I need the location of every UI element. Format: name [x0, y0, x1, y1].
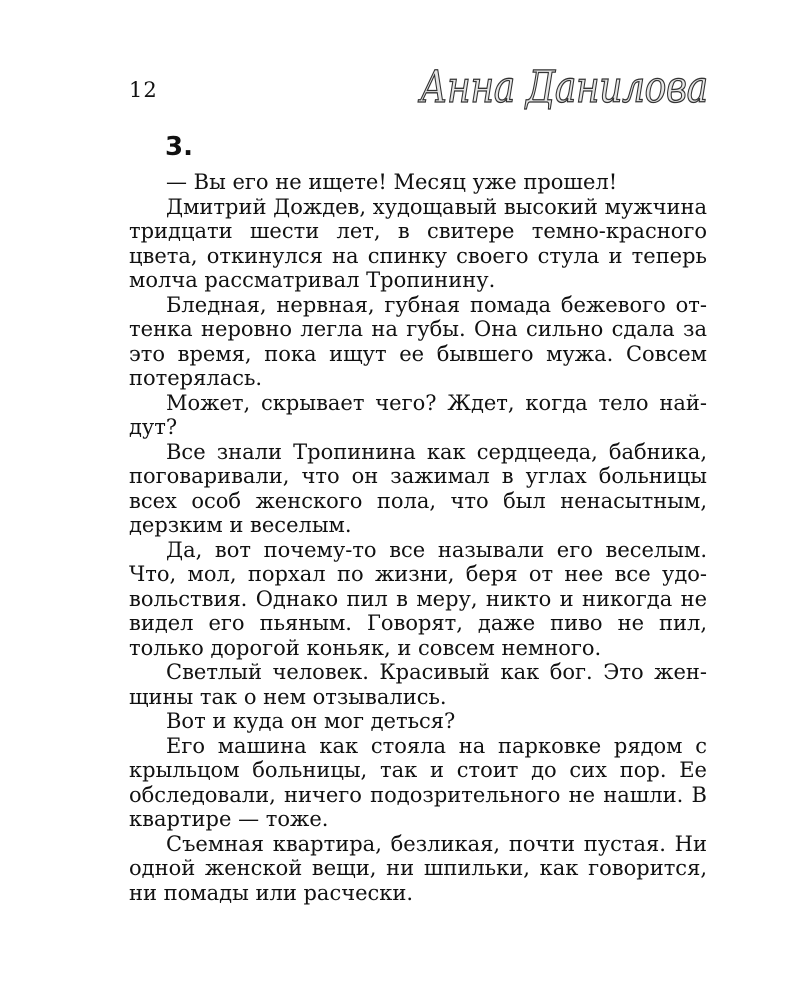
- paragraph: Вот и куда он мог деться?: [166, 709, 456, 733]
- paragraph: Съемная квартира, безликая, почти пустая. Ни одной женской вещи, ни шпильки, как говорится, ни помады или расчески.: [129, 831, 707, 905]
- paragraph: — Вы его не ищете! Месяц уже прошел!: [166, 170, 618, 194]
- paragraph: Светлый человек. Красивый как бог. Это женщины так о нем отзывались.: [129, 660, 707, 709]
- body-text: [129, 170, 707, 905]
- paragraph: Бледная, нервная, губная помада бежевого оттенка неровно легла на губы. Она сильно сдала за это время, пока ищут ее бывшего мужа. Совсем потерялась.: [129, 292, 707, 390]
- paragraph: Дмитрий Дождев, худощавый высокий мужчина тридцати шести лет, в свитере темно-красного цвета, откинулся на спинку своего стула и теперь молча рассматривал Тропинину.: [129, 194, 707, 292]
- paragraph: Его машина как стояла на парковке рядом с крыльцом больницы, так и стоит до сих пор. Ее обследовали, ничего подозрительного не нашли. В квартире — тоже.: [129, 733, 707, 831]
- paragraph: Все знали Тропинина как сердцееда, бабника, поговаривали, что он зажимал в углах больницы всех особ женского пола, что был ненасытным, дерзким и веселым.: [129, 439, 707, 537]
- paragraph: Может, скрывает чего? Ждет, когда тело найдут?: [129, 390, 707, 439]
- page-number: 12: [129, 78, 158, 102]
- paragraph: Да, вот почему-то все называли его веселым. Что, мол, порхал по жизни, беря от нее все удовольствия. Однако пил в меру, никто и никогда не видел его пьяным. Говорят, даже пиво не пил, только дорогой коньяк, и совсем немного.: [129, 537, 707, 660]
- chapter-number: 3.: [165, 132, 193, 162]
- author-name-header: Анна Данилова: [420, 62, 708, 113]
